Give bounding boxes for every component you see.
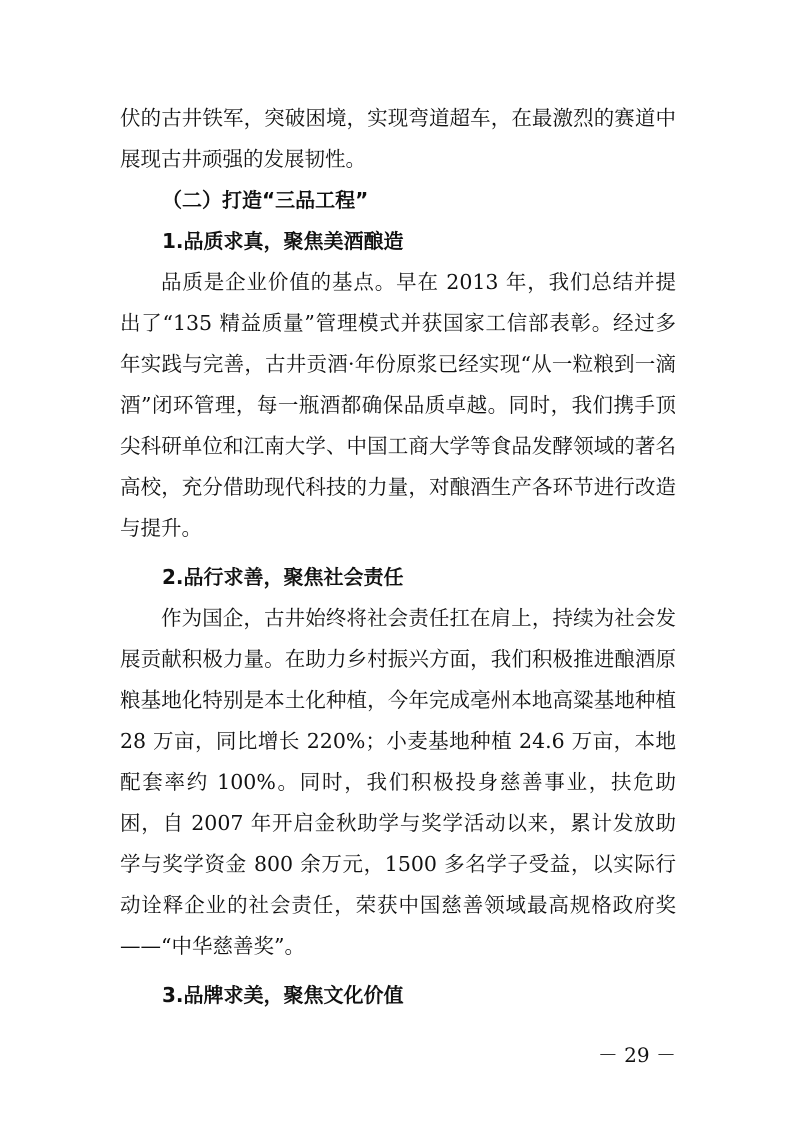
subheading-conduct: 2.品行求善，聚焦社会责任 [162,565,404,589]
paragraph-quality: 品质是企业价值的基点。早在 2013 年，我们总结并提出了“135 精益质量”管理模式并获国家工信部表彰。经过多年实践与完善，古井贡酒·年份原浆已经实现“从一粒粮到一滴酒”闭环管理，每一瓶酒都确保品质卓越。同时，我们携手顶尖科研单位和江南大学、中国工商大学等食品发酵领域的著名高校，充分借助现代科技的力量，对酿酒生产各环节进行改造与提升。 [120,270,676,540]
subheading-quality: 1.品质求真，聚焦美酒酿造 [162,229,404,253]
paragraph-continuation: 伏的古井铁军，突破困境，实现弯道超车，在最激烈的赛道中展现古井顽强的发展韧性。 [120,106,676,171]
subheading-brand: 3.品牌求美，聚焦文化价值 [162,983,404,1007]
page-number: － 29 － [597,1043,676,1067]
paragraph-social-responsibility: 作为国企，古井始终将社会责任扛在肩上，持续为社会发展贡献积极力量。在助力乡村振兴方面，我们积极推进酿酒原粮基地化特别是本土化种植，今年完成亳州本地高粱基地种植 28 万亩，同比增长 220%；小麦基地种植 24.6 万亩，本地配套率约 100%。同时，我们积极投身慈善事业，扶危助困，自 2007 年开启金秋助学与奖学活动以来，累计发放助学与奖学资金 800 余万元，1500 多名学子受益，以实际行动诠释企业的社会责任，荣获中国慈善领域最高规格政府奖——“中华慈善奖”。 [120,606,676,958]
section-heading-three-pin: （二）打造“三品工程” [162,188,369,212]
